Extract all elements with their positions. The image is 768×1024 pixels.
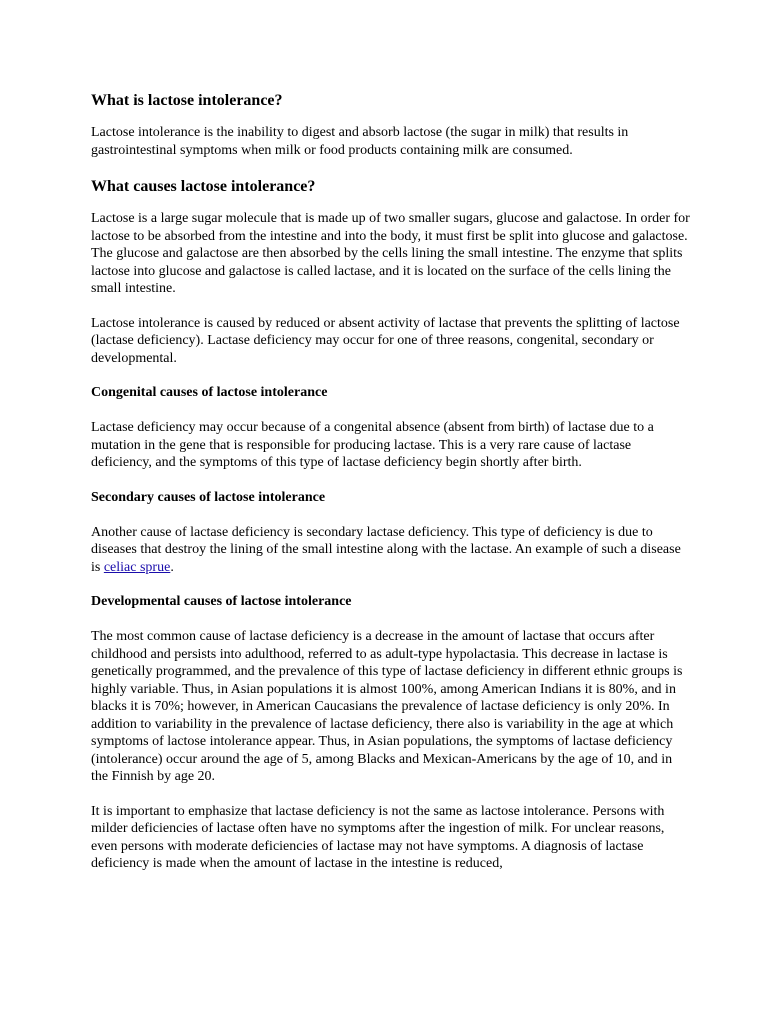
paragraph-developmental: The most common cause of lactase deficiency is a decrease in the amount of lactase that occurs after childhood and persists into adulthood, referred to as adult-type hypolactasia. This decrease in lactase is genetically programmed, and the prevalence of this type of lactase deficiency in different ethnic groups is highly variable. Thus, in Asian populations it is almost 100%, among American Indians it is 80%, and in blacks it is 70%; however, in American Caucasians the prevalence of lactase deficiency is only 20%. In addition to variability in the prevalence of lactase deficiency, there also is variability in the age at which symptoms of lactose intolerance appear. Thus, in Asian populations, the symptoms of lactase deficiency (intolerance) occur around the age of 5, among Blacks and Mexican-Americans by the age of 10, and in the Finnish by age 20. (91, 629, 683, 784)
heading-what-is: What is lactose intolerance? (91, 92, 283, 109)
secondary-text-after: . (170, 559, 174, 575)
secondary-text-before: Another cause of lactase deficiency is secondary lactase deficiency. This type of deficiency is due to diseases that destroy the lining of the small intestine along with the lactase. An example of such a disease is (91, 524, 681, 575)
paragraph-emphasis: It is important to emphasize that lactase deficiency is not the same as lactose intolerance. Persons with milder deficiencies of lactase often have no symptoms after the ingestion of milk. For unclear reasons, even persons with moderate deficiencies of lactase may not have symptoms. A diagnosis of lactase deficiency is made when the amount of lactase in the intestine is reduced, (91, 803, 665, 871)
subheading-congenital: Congenital causes of lactose intolerance (91, 385, 328, 400)
document-page (91, 90, 691, 890)
paragraph-causes-overview: Lactose intolerance is caused by reduced or absent activity of lactase that prevents the splitting of lactose (lactase deficiency). Lactase deficiency may occur for one of three reasons, congenital, secondary or developmental. (91, 315, 680, 366)
subheading-developmental: Developmental causes of lactose intolerance (91, 594, 352, 609)
celiac-sprue-link[interactable]: celiac sprue (103, 559, 171, 575)
paragraph-congenital: Lactase deficiency may occur because of a congenital absence (absent from birth) of lactase due to a mutation in the gene that is responsible for producing lactase. This is a very rare cause of lactase deficiency, and the symptoms of this type of lactase deficiency begin shortly after birth. (91, 420, 654, 470)
heading-what-causes: What causes lactose intolerance? (91, 178, 316, 195)
paragraph-lactose-molecule: Lactose is a large sugar molecule that is made up of two smaller sugars, glucose and galactose. In order for lactose to be absorbed from the intestine and into the body, it must first be split into glucose and galactose. The glucose and galactose are then absorbed by the cells lining the small intestine. The enzyme that splits lactose into glucose and galactose is called lactase, and it is located on the surface of the cells lining the small intestine. (91, 211, 690, 296)
paragraph-definition: Lactose intolerance is the inability to digest and absorb lactose (the sugar in milk) that results in gastrointestinal symptoms when milk or food products containing milk are consumed. (91, 125, 629, 158)
subheading-secondary: Secondary causes of lactose intolerance (91, 489, 326, 505)
paragraph-secondary (91, 524, 691, 577)
